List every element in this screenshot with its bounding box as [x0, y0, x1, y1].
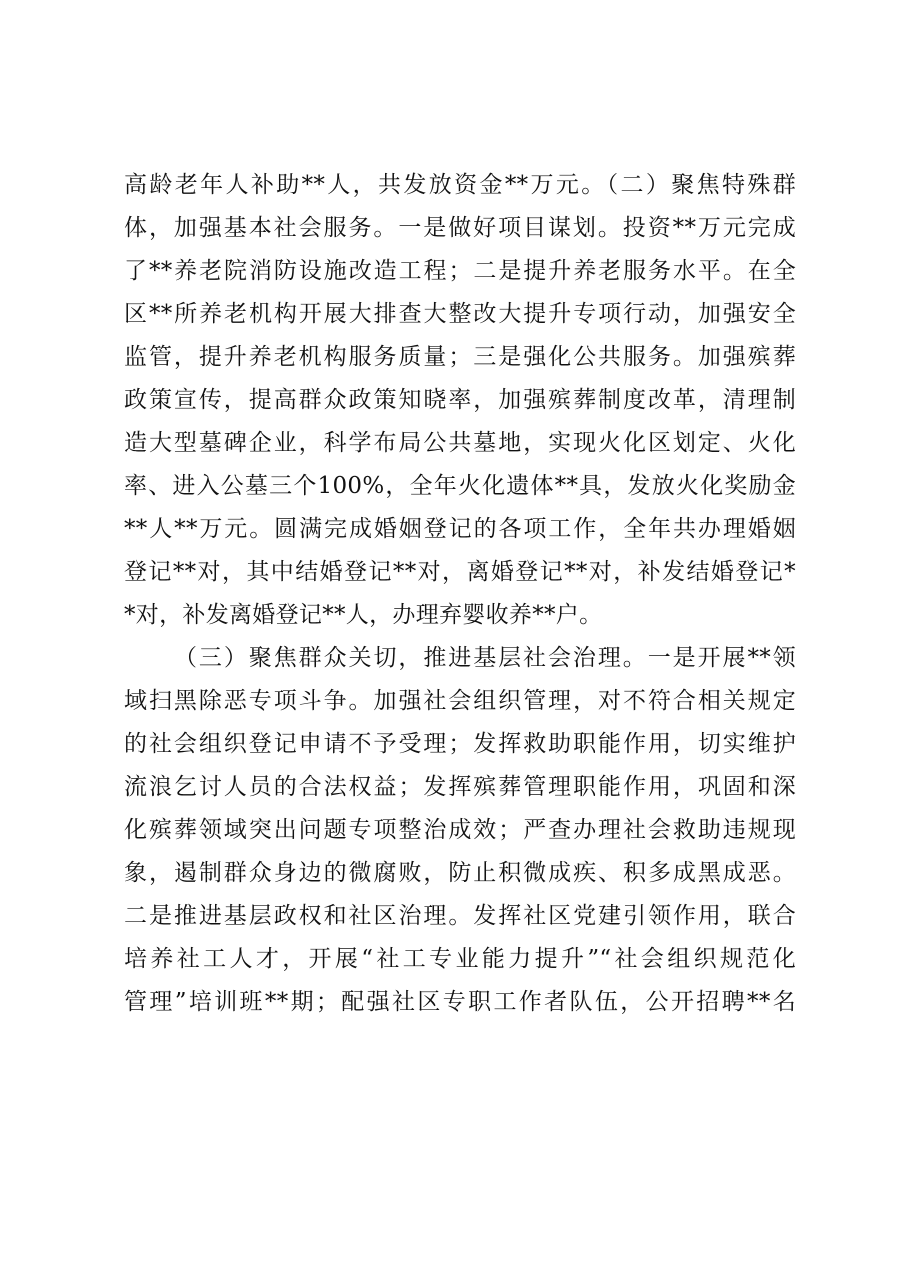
- text-line: 政策宣传，提高群众政策知晓率，加强殡葬制度改革，清理制: [124, 387, 796, 413]
- text-line: 化殡葬领域突出问题专项整治成效；严查办理社会救助违规现: [124, 817, 796, 843]
- text-line: 管理”培训班**期；配强社区专职工作者队伍，公开招聘**名: [124, 989, 796, 1015]
- text-line: 区**所养老机构开展大排查大整改大提升专项行动，加强安全: [124, 301, 796, 327]
- text-line: 域扫黑除恶专项斗争。加强社会组织管理，对不符合相关规定: [124, 688, 796, 714]
- text-line: 了**养老院消防设施改造工程；二是提升养老服务水平。在全: [124, 258, 796, 284]
- text-line: 率、进入公墓三个100%，全年火化遗体**具，发放火化奖励金: [124, 473, 796, 499]
- text-line: 高龄老年人补助**人，共发放资金**万元。（二）聚焦特殊群: [124, 172, 796, 198]
- paragraph-start-line: （三）聚焦群众关切，推进基层社会治理。一是开展**领: [174, 645, 796, 671]
- text-line: 培养社工人才，开展“社工专业能力提升”“社会组织规范化: [124, 946, 796, 972]
- text-line: 监管，提升养老机构服务质量；三是强化公共服务。加强殡葬: [124, 344, 796, 370]
- text-line: 体，加强基本社会服务。一是做好项目谋划。投资**万元完成: [124, 215, 796, 241]
- text-line: 象，遏制群众身边的微腐败，防止积微成疾、积多成黑成恶。: [124, 860, 796, 886]
- text-line: 造大型墓碑企业，科学布局公共墓地，实现火化区划定、火化: [124, 430, 796, 456]
- text-line: **人**万元。圆满完成婚姻登记的各项工作，全年共办理婚姻: [124, 516, 796, 542]
- text-line: 的社会组织登记申请不予受理；发挥救助职能作用，切实维护: [124, 731, 796, 757]
- text-line: 登记**对，其中结婚登记**对，离婚登记**对，补发结婚登记*: [124, 559, 796, 585]
- text-line: *对，补发离婚登记**人，办理弃婴收养**户。: [124, 602, 603, 628]
- text-line: 二是推进基层政权和社区治理。发挥社区党建引领作用，联合: [124, 903, 796, 929]
- text-line: 流浪乞讨人员的合法权益；发挥殡葬管理职能作用，巩固和深: [124, 774, 796, 800]
